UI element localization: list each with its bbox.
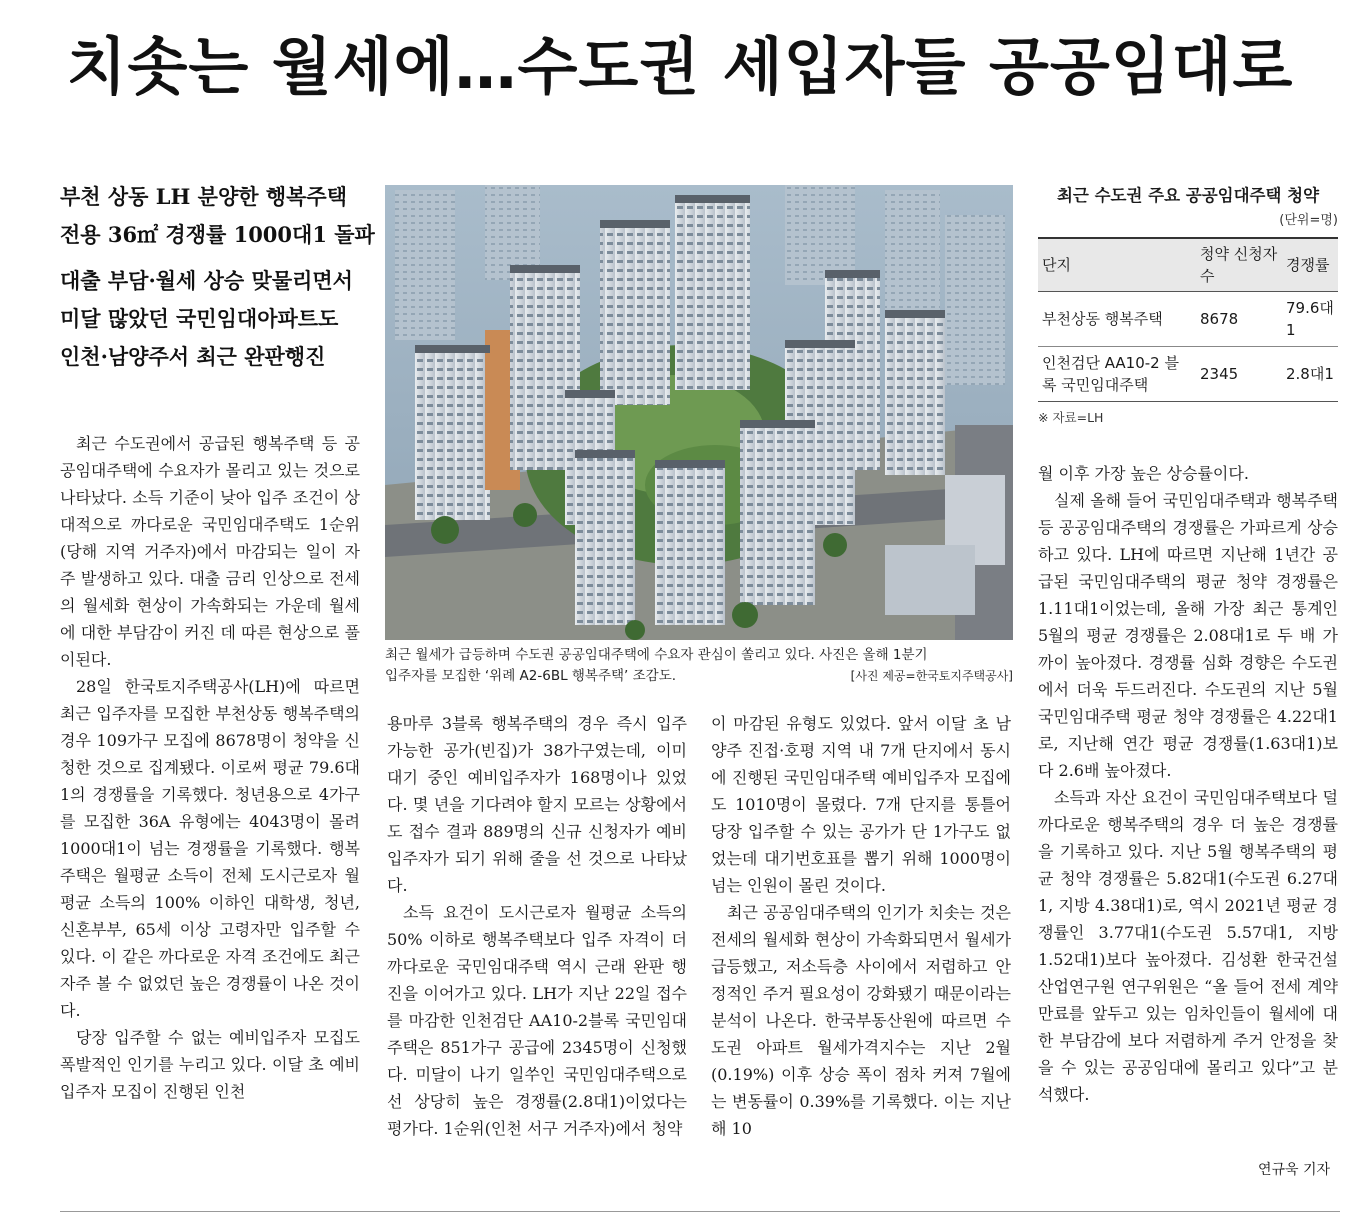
header-competition-rate: 경쟁률 (1286, 256, 1330, 274)
subhead-line: 전용 36㎡ 경쟁률 1000대1 돌파 (60, 222, 375, 247)
cell-applicants: 2345 (1196, 347, 1282, 402)
subhead-group (60, 178, 375, 254)
paragraph: 소득 요건이 도시근로자 월평균 소득의 50% 이하로 행복주택보다 입주 자격이 더 까다로운 국민임대주택 역시 근래 완판 행진을 이어가고 있다. LH가 지난 22일 접수를 마감한 인천검단 AA10-2블록 국민임대주택은 851가구 공급에 2345명이 신청했다. 미달이 나기 일쑤인 국민임대주택으로선 상당히 높은 경쟁률(2.8대1)이었다는 평가다. 1순위(인천 서구 거주자)에서 청약 (387, 903, 687, 1138)
subheadlines (60, 178, 375, 376)
subhead-line: 인천·남양주서 최근 완판행진 (60, 344, 326, 369)
header-complex: 단지 (1042, 256, 1071, 274)
header-applicants: 청약 신청자 수 (1200, 245, 1278, 285)
article-column-1 (60, 430, 360, 1105)
paragraph: 28일 한국토지주택공사(LH)에 따르면 최근 입주자를 모집한 부천상동 행복주택의 경우 109가구 모집에 8678명이 청약을 신청한 것으로 집계됐다. 이로써 평균 79.6대1의 경쟁률을 기록했다. 청년용으로 4가구를 모집한 36A 유형에는 4043명이 몰려 1000대1이 넘는 경쟁률을 기록했다. 행복주택은 월평균 소득이 전체 도시근로자 월평균 소득의 100% 이하인 대학생, 청년, 신혼부부, 65세 이상 고령자만 입주할 수 있다. 이 같은 까다로운 자격 조건에도 최근 자주 볼 수 없었던 높은 경쟁률이 나온 것이다. (60, 677, 360, 1020)
table-row (1038, 292, 1338, 347)
paragraph: 당장 입주할 수 없는 예비입주자 모집도 폭발적인 인기를 누리고 있다. 이달 초 예비입주자 모집이 진행된 인천 (60, 1028, 360, 1101)
table-unit: (단위=명) (1279, 213, 1338, 228)
subhead-group (60, 262, 370, 376)
cell-complex: 부천상동 행복주택 (1038, 292, 1196, 347)
paragraph: 소득과 자산 요건이 국민임대주택보다 덜 까다로운 행복주택의 경우 더 높은 경쟁률을 기록하고 있다. 지난 5월 행복주택의 평균 청약 경쟁률은 5.82대1(수도권 6.27대1, 지방 4.38대1)로, 역시 2021년 평균 경쟁률인 3.77대1(수도권 5.57대1, 지방 1.52대1)보다 높아졌다. 김성환 한국건설산업연구원 연구위원은 “올 들어 전세 계약 만료를 앞두고 있는 임차인들이 월세에 대한 부담감에 보다 저렴하게 주거 안정을 찾을 수 있는 공공임대에 몰리고 있다”고 분석했다. (1038, 788, 1338, 1104)
article-column-3 (711, 710, 1011, 1142)
caption-line: 최근 월세가 급등하며 수도권 공공임대주택에 수요자 관심이 쏠리고 있다. 사진은 올해 1분기 (385, 647, 928, 663)
subhead-line: 부천 상동 LH 분양한 행복주택 (60, 184, 347, 209)
caption-line: 입주자를 모집한 ‘위례 A2-6BL 행복주택’ 조감도. (385, 668, 677, 684)
cell-complex: 인천검단 AA10-2 블록 국민임대주택 (1038, 347, 1196, 402)
table-header-row (1038, 238, 1338, 292)
apartment-complex-rendering (385, 185, 1013, 640)
article-column-2 (387, 710, 687, 1142)
photo-caption (385, 645, 1013, 687)
cell-rate: 2.8대1 (1282, 347, 1338, 402)
table-title: 최근 수도권 주요 공공임대주택 청약 (1056, 186, 1320, 205)
paragraph: 최근 수도권에서 공급된 행복주택 등 공공임대주택에 수요자가 몰리고 있는 것으로 나타났다. 소득 기준이 낮아 입주 조건이 상대적으로 까다로운 국민임대주택도 1순위(당해 지역 거주자)에서 마감되는 일이 자주 발생하고 있다. 대출 금리 인상으로 전세의 월세화 현상이 가속화되는 가운데 월세에 대한 부담감이 커진 데 따른 현상으로 풀이된다. (60, 434, 360, 669)
table-row (1038, 347, 1338, 402)
bottom-divider (60, 1211, 1340, 1212)
byline: 연규욱 기자 (1258, 1162, 1331, 1178)
paragraph: 최근 공공임대주택의 인기가 치솟는 것은 전세의 월세화 현상이 가속화되면서 월세가 급등했고, 저소득층 사이에서 저렴하고 안정적인 주거 필요성이 강화됐기 때문이라는 분석이 나온다. 한국부동산원에 따르면 수도권 아파트 월세가격지수는 지난 2월(0.19%) 이후 상승 폭이 점차 커져 7월에는 변동률이 0.39%를 기록했다. 이는 지난해 10 (711, 903, 1011, 1138)
photo-credit: [사진 제공=한국토지주택공사] (850, 669, 1013, 683)
paragraph: 월 이후 가장 높은 상승률이다. (1038, 464, 1249, 483)
article-column-4 (1038, 460, 1338, 1108)
paragraph: 실제 올해 들어 국민임대주택과 행복주택 등 공공임대주택의 경쟁률은 가파르게 상승하고 있다. LH에 따르면 지난해 1년간 공급된 국민임대주택의 평균 청약 경쟁률은 1.11대1이었는데, 올해 가장 최근 통계인 5월의 평균 경쟁률은 2.08대1로 두 배 가까이 높아졌다. 경쟁률 심화 경향은 수도권에서 더욱 두드러진다. 수도권의 지난 5월 국민임대주택 평균 청약 경쟁률은 4.22대1로, 지난해 연간 평균 경쟁률(1.63대1)보다 2.6배 높아졌다. (1038, 491, 1338, 780)
paragraph: 용마루 3블록 행복주택의 경우 즉시 입주 가능한 공가(빈집)가 38가구였는데, 이미 대기 중인 예비입주자가 168명이나 있었다. 몇 년을 기다려야 할지 모르는 상황에서도 접수 결과 889명의 신규 신청자가 예비입주자가 되기 위해 줄을 선 것으로 나타났다. (387, 714, 687, 895)
headline: 치솟는 월세에…수도권 세입자들 공공임대로 (66, 30, 1294, 103)
table-source: ※ 자료=LH (1038, 410, 1104, 425)
subscription-table (1038, 237, 1338, 402)
paragraph: 이 마감된 유형도 있었다. 앞서 이달 초 남양주 진접·호평 지역 내 7개 단지에서 동시에 진행된 국민임대주택 예비입주자 모집에도 1010명이 몰렸다. 7개 단지를 통틀어 당장 입주할 수 있는 공가가 단 1가구도 없었는데 대기번호표를 뽑기 위해 1000명이 넘는 인원이 몰린 것이다. (711, 714, 1011, 895)
cell-rate: 79.6대1 (1282, 292, 1338, 347)
subscription-table-box (1038, 182, 1338, 426)
subhead-line: 미달 많았던 국민임대아파트도 (60, 306, 339, 331)
cell-applicants: 8678 (1196, 292, 1282, 347)
subhead-line: 대출 부담·월세 상승 맞물리면서 (60, 268, 353, 293)
